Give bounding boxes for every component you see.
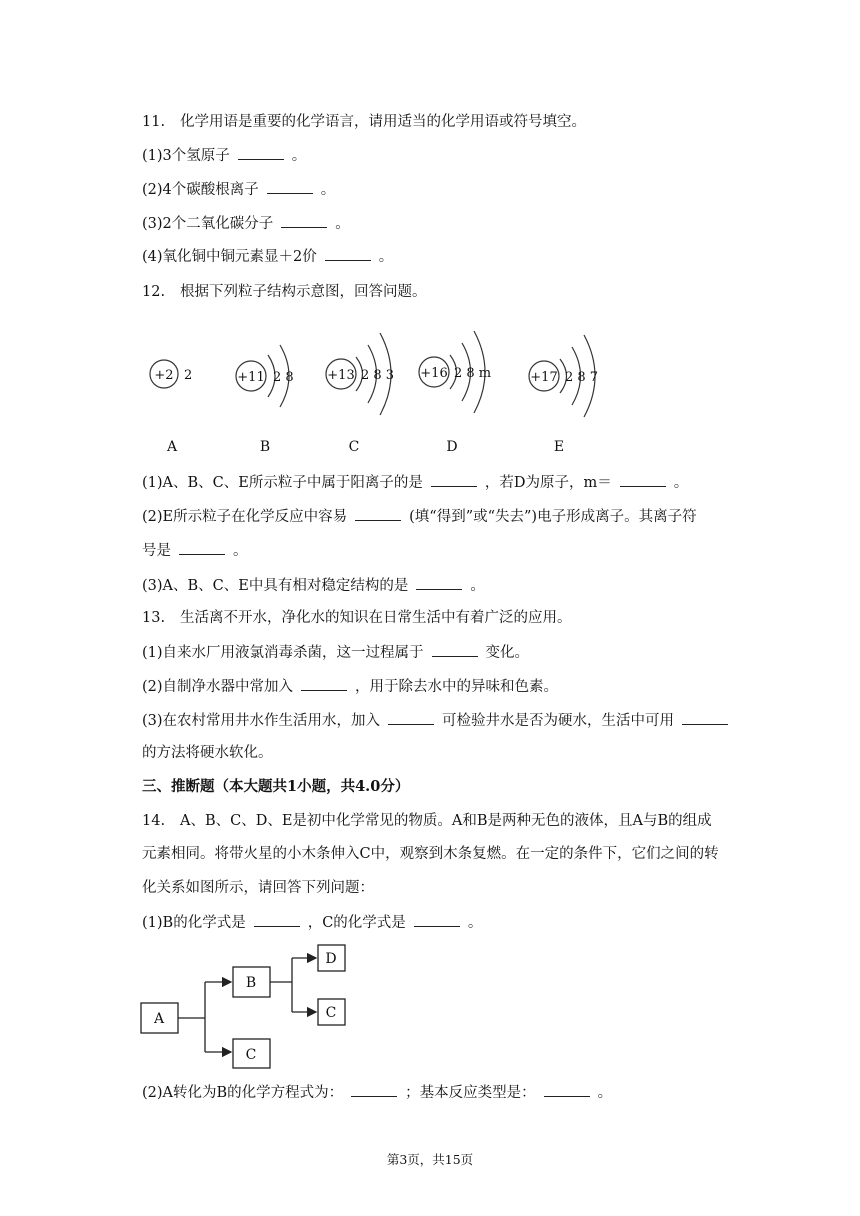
answer-blank[interactable]: [254, 912, 300, 927]
answer-blank[interactable]: [238, 145, 284, 160]
q13-part-1: (1)自来水厂用液氯消毒杀菌，这一过程属于 变化。: [142, 642, 529, 663]
section-heading: 三、推断题（本大题共1小题，共4.0分）: [142, 778, 410, 795]
q14-stem-2: 元素相同。将带火星的小木条伸入C中，观察到木条复燃。在一定的条件下，它们之间的转: [142, 846, 719, 862]
nucleus-charge: +13: [327, 368, 355, 383]
answer-blank[interactable]: [179, 540, 225, 555]
q11-part-4: (4)氧化铜中铜元素显＋2价 。: [142, 246, 393, 267]
q11-stem: 11. 化学用语是重要的化学语言，请用适当的化学用语或符号填空。: [142, 114, 586, 130]
answer-blank[interactable]: [351, 1082, 397, 1097]
q13-part-3: (3)在农村常用井水作生活用水，加入 可检验井水是否为硬水，生活中可用: [142, 710, 736, 731]
electron-shells: 2: [184, 368, 193, 383]
q11-part-1: (1)3个氢原子 。: [142, 145, 306, 166]
node-c-upper: C: [325, 1005, 337, 1021]
q11-part-3: (3)2个二氧化碳分子 。: [142, 213, 350, 234]
q13-part-3-cont: 的方法将硬水软化。: [142, 745, 273, 761]
node-b: B: [245, 975, 257, 991]
electron-shells: 2 8 m: [454, 366, 492, 381]
question-number: 11.: [142, 114, 166, 130]
nucleus-charge: +17: [530, 370, 558, 385]
answer-blank[interactable]: [416, 575, 462, 590]
nucleus-charge: +11: [237, 370, 265, 385]
answer-blank[interactable]: [388, 710, 434, 725]
particle-label: B: [259, 439, 271, 455]
answer-blank[interactable]: [267, 179, 313, 194]
q14-stem-3: 化关系如图所示，请回答下列问题：: [142, 880, 374, 896]
particle-label: E: [553, 439, 565, 455]
particle-label: A: [166, 439, 178, 455]
answer-blank[interactable]: [414, 912, 460, 927]
answer-blank[interactable]: [620, 472, 666, 487]
node-c-lower: C: [245, 1047, 257, 1063]
answer-blank[interactable]: [432, 642, 478, 657]
answer-blank[interactable]: [431, 472, 477, 487]
conversion-diagram: [138, 940, 353, 1070]
answer-blank[interactable]: [325, 246, 371, 261]
answer-blank[interactable]: [281, 213, 327, 228]
electron-shells: 2 8: [273, 370, 294, 385]
nucleus-charge: +16: [420, 366, 448, 381]
q13-part-2: (2)自制净水器中常加入 ，用于除去水中的异味和色素。: [142, 676, 558, 697]
node-d: D: [325, 951, 337, 967]
particle-label: D: [446, 439, 458, 455]
question-number: 12.: [142, 284, 166, 300]
q12-part-2-cont: 号是 。: [142, 540, 248, 561]
particle-label: C: [348, 439, 360, 455]
question-number: 14.: [142, 813, 166, 829]
q14-stem-1: 14. A、B、C、D、E是初中化学常见的物质。A和B是两种无色的液体，且A与B的组成: [142, 813, 712, 829]
q14-part-2: (2)A转化为B的化学方程式为： ；基本反应类型是： 。: [142, 1082, 612, 1103]
q12-part-3: (3)A、B、C、E中具有相对稳定结构的是 。: [142, 575, 485, 596]
nucleus-charge: +2: [154, 368, 174, 383]
answer-blank[interactable]: [682, 710, 728, 725]
answer-blank[interactable]: [301, 676, 347, 691]
q12-stem: 12. 根据下列粒子结构示意图，回答问题。: [142, 284, 427, 300]
electron-shells: 2 8 7: [565, 370, 599, 385]
answer-blank[interactable]: [355, 506, 401, 521]
q11-part-2: (2)4个碳酸根离子 。: [142, 179, 335, 200]
q12-part-2: (2)E所示粒子在化学反应中容易 (填“得到”或“失去”)电子形成离子。其离子符: [142, 506, 697, 527]
page-footer: 第3页，共15页: [386, 1152, 474, 1167]
question-number: 13.: [142, 610, 166, 626]
electron-shells: 2 8 3: [361, 368, 395, 383]
q14-part-1: (1)B的化学式是 ，C的化学式是 。: [142, 912, 482, 933]
q12-part-1: (1)A、B、C、E所示粒子中属于阳离子的是 ，若D为原子，m＝ 。: [142, 472, 688, 493]
answer-blank[interactable]: [544, 1082, 590, 1097]
particle-structure-diagram: [140, 315, 620, 460]
q13-stem: 13. 生活离不开水，净化水的知识在日常生活中有着广泛的应用。: [142, 610, 572, 626]
node-a: A: [153, 1011, 165, 1027]
